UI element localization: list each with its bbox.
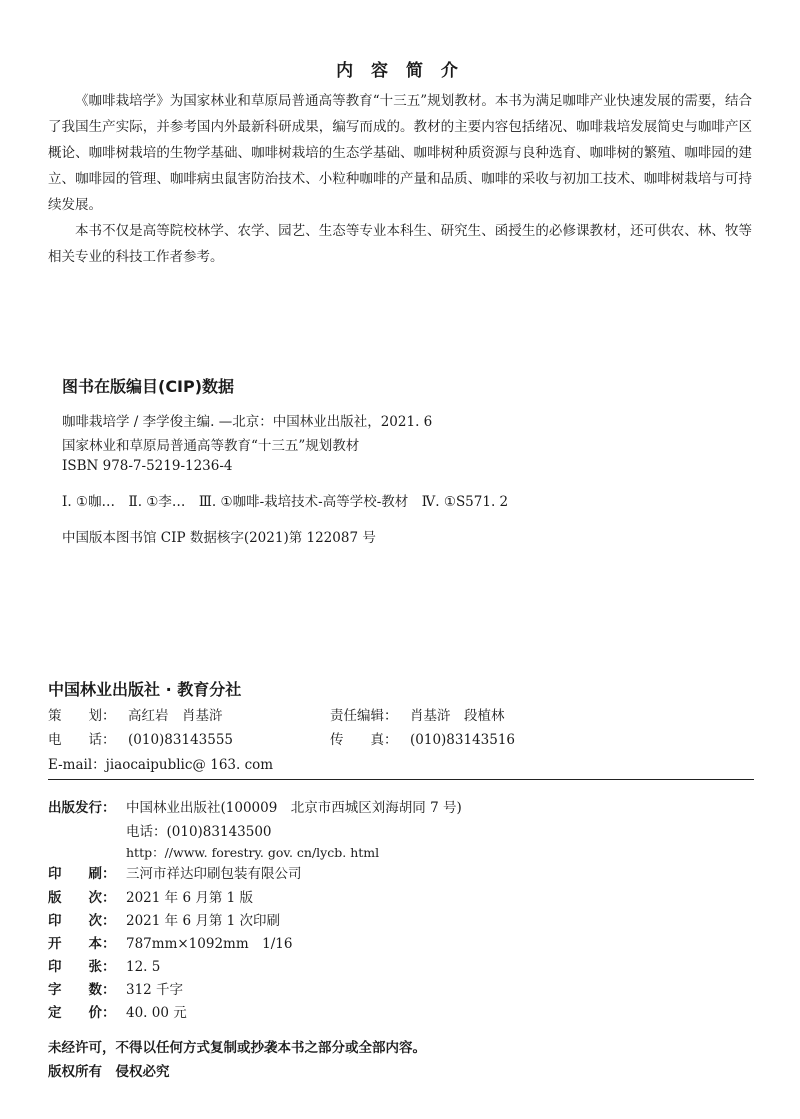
cip-title-line: 咖啡栽培学 / 李学俊主编. —北京：中国林业出版社，2021. 6 xyxy=(62,414,433,430)
planning-credit xyxy=(48,704,223,724)
print-value: 三河市祥达印刷包装有限公司 xyxy=(126,866,302,882)
cip-isbn: ISBN 978-7-5219-1236-4 xyxy=(62,458,233,474)
sheets-row xyxy=(48,955,160,975)
fax-label: 传 真： xyxy=(330,732,398,748)
rights-reserved: 版权所有 侵权必究 xyxy=(48,1064,170,1080)
impression-row xyxy=(48,909,280,929)
editor-value: 肖基浒 段植林 xyxy=(410,708,505,724)
fax-value: (010)83143516 xyxy=(410,732,516,748)
publish-value: 中国林业出版社(100009 北京市西城区刘海胡同 7 号) xyxy=(126,800,462,816)
price-value: 40. 00 元 xyxy=(126,1005,187,1021)
edition-row xyxy=(48,886,253,906)
edition-label: 版 次： xyxy=(48,890,116,906)
section-divider xyxy=(48,779,754,780)
impression-value: 2021 年 6 月第 1 次印刷 xyxy=(126,913,280,929)
fax-credit xyxy=(330,728,515,748)
phone-label: 电 话： xyxy=(48,732,116,748)
words-label: 字 数： xyxy=(48,982,116,998)
price-row xyxy=(48,1001,187,1021)
impression-label: 印 次： xyxy=(48,913,116,929)
words-value: 312 千字 xyxy=(126,982,184,998)
planning-label: 策 划： xyxy=(48,708,116,724)
publish-label: 出版发行： xyxy=(48,800,116,816)
summary-title: 内 容 简 介 xyxy=(336,61,464,81)
cip-heading: 图书在版编目(CIP)数据 xyxy=(62,377,235,396)
summary-paragraph: 《咖啡栽培学》为国家林业和草原局普通高等教育“十三五”规划教材。本书为满足咖啡产业快速发展的需要，结合了我国生产实际，并参考国内外最新科研成果，编写而成的。教材的主要内容包括绪况、咖啡栽培发展简史与咖啡产区概论、咖啡树栽培的生物学基础、咖啡树栽培的生态学基础、咖啡树种质资源与良种选育、咖啡树的繁殖、咖啡园的建立、咖啡园的管理、咖啡病虫鼠害防治技术、小粒种咖啡的产量和品质、咖啡的采收与初加工技术、咖啡树栽培与可持续发展。 xyxy=(48,93,752,213)
publish-row xyxy=(48,796,462,816)
copyright-notice: 未经许可，不得以任何方式复制或抄袭本书之部分或全部内容。 xyxy=(48,1040,426,1056)
edition-value: 2021 年 6 月第 1 版 xyxy=(126,890,253,906)
format-value: 787mm×1092mm 1/16 xyxy=(126,936,293,952)
format-label: 开 本： xyxy=(48,936,116,952)
phone-value: (010)83143555 xyxy=(128,732,234,748)
sheets-value: 12. 5 xyxy=(126,959,161,975)
email-label: E-mail： xyxy=(48,757,106,773)
planning-value: 高红岩 肖基浒 xyxy=(128,708,223,724)
cip-classification: Ⅰ. ①咖… Ⅱ. ①李… Ⅲ. ①咖啡-栽培技术-高等学校-教材 Ⅳ. ①S571. 2 xyxy=(62,494,509,510)
print-label: 印 刷： xyxy=(48,866,116,882)
summary-paragraph: 本书不仅是高等院校林学、农学、园艺、生态等专业本科生、研究生、函授生的必修课教材，还可供农、林、牧等相关专业的科技工作者参考。 xyxy=(48,223,752,265)
editor-credit xyxy=(330,704,505,724)
publish-phone: 电话：(010)83143500 xyxy=(126,824,272,840)
cip-record: 中国版本图书馆 CIP 数据核字(2021)第 122087 号 xyxy=(62,530,376,546)
publish-url: http：//www. forestry. gov. cn/lycb. html xyxy=(126,845,380,860)
editor-label: 责任编辑： xyxy=(330,708,398,724)
sheets-label: 印 张： xyxy=(48,959,116,975)
publisher-heading: 中国林业出版社 · 教育分社 xyxy=(48,680,242,699)
phone-credit xyxy=(48,728,233,748)
print-row xyxy=(48,862,302,882)
cip-series-line: 国家林业和草原局普通高等教育“十三五”规划教材 xyxy=(62,438,360,454)
summary-text xyxy=(48,88,752,270)
email-credit xyxy=(48,753,273,773)
email-value: jiaocaipublic@ 163. com xyxy=(105,757,274,773)
format-row xyxy=(48,932,292,952)
price-label: 定 价： xyxy=(48,1005,116,1021)
words-row xyxy=(48,978,183,998)
